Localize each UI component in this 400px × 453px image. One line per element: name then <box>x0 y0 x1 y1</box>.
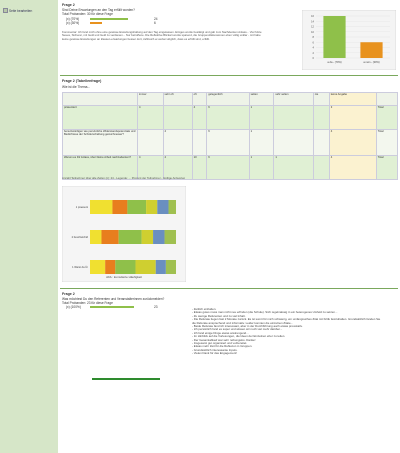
q2b-subtitle: Wie ist die Thema... <box>62 85 91 89</box>
cell <box>274 130 313 156</box>
cell: Total <box>376 106 397 130</box>
stacked-bar-chart <box>62 186 186 282</box>
cell: 1 <box>249 106 274 130</box>
stack-seg-2-1 <box>105 260 115 274</box>
bar-1 <box>360 42 382 58</box>
q2-comment: Kommentar: Ich fand mich ohne eine gewisse Erwartungshaltung auf den Tag eingelassen. Einiges wurde bestätigt und gab zum Nachdenken Anlass... Viel hörte Neues, Sicherer, mit Geld und Geld zu verdienen... Nur betroffene. Die Reflektive Blickart wurde sparend, die Gruppendiskussionen eben völlig unklar - mit habe keine gewisse Erwartungen an klassen-erwartungen besser dort, zahlreich er-wobei Höglich, dass es erfüllt sind, erfüllt. <box>62 30 262 41</box>
stack-seg-0-2 <box>127 200 146 214</box>
cell: 4 <box>163 130 192 156</box>
cell: benutzwürdigen wie persönliche Widerstandspotenziale und Bedürfnisse der Schülerschaftung gezeichnesser? <box>63 130 138 156</box>
q2-opt2-n: 6 <box>154 21 156 25</box>
edit-icon <box>3 8 8 13</box>
stacked-chart-xlabel: Abb.: kumulierte Häufigkeit <box>106 275 142 279</box>
y-tick-label: 2 <box>312 51 314 55</box>
th-2: sehr oft <box>163 93 192 106</box>
divider-2 <box>60 288 398 289</box>
table-row <box>63 130 398 156</box>
q3-response-bar <box>92 378 160 380</box>
q3-title: Frage 2 <box>62 292 75 296</box>
q2-opt2-bar <box>90 22 102 24</box>
y-tick-label: 14 <box>311 20 314 24</box>
th-4: gelegentlich <box>207 93 249 106</box>
q3-opt: (x) (100%) <box>66 305 81 309</box>
y-tick-label: 0 <box>312 57 314 60</box>
stack-seg-1-5 <box>165 230 176 244</box>
cell: Warum es Dir Anlass, über Deine Arbeit nachzudenken? <box>63 156 138 180</box>
cell: 6 <box>207 130 249 156</box>
cell: 3 <box>329 106 376 130</box>
category-label: 1 Warst da Ür <box>72 266 88 269</box>
cell: 1 <box>249 156 274 180</box>
th-5: selten <box>249 93 274 106</box>
y-tick-label: 12 <box>311 25 314 29</box>
cell: 10 <box>192 156 207 180</box>
q3-opt-n: 23 <box>154 305 158 309</box>
q3-opt-bar <box>90 306 134 308</box>
y-tick-label: 10 <box>311 30 314 34</box>
th-0 <box>63 93 138 106</box>
cell <box>163 106 192 130</box>
q3-question: Was möchtest Du den Referenten und Veranstalterinnen zurückmelden? <box>62 297 165 301</box>
y-tick-label: 4 <box>312 46 314 50</box>
cell: Total <box>376 156 397 180</box>
q2-bar-chart <box>302 10 396 70</box>
cell: 4 <box>138 106 164 130</box>
cell: präsentiert <box>63 106 138 130</box>
stack-seg-0-0 <box>90 200 112 214</box>
x-tick-label: a da - (70%) <box>327 61 342 64</box>
q2b-note: Anzahl Teilnehmer über alle Zeilen (n): 24 - Legende: ... Prozent der Teilnehmer - Gültige Antworten <box>62 176 186 180</box>
stack-seg-2-5 <box>166 260 176 274</box>
cell: Total <box>376 130 397 156</box>
q3-answers: - Zeitlich einhalten. - Etwas gutes muss man nicht neu erfinden (die Schule). Sich regelmässig in ein heterogenes Umfeld zu setzen... - Zu wenige Referenten und zu viel Inhalt. - Die Referate liegen fast 2 Monate zurück. Es ist somit für mich schwierig, ein umfangreiches Zitat mit Kritik festzuhalten. Grundsätzlich fanden Sie die Referate ansprechend und informativ. Leider konnten die einzelnen Zitate... - Beide Referate fand ich interessant, aber in der Durchführung auch etwas provokativ. - Ich persönlich fand es super und wissen wir noch viel mehr darüber... - Ich fand einige Dinge etwas anstrengend... - Im Hinblick auf die Vorlesungen, die Ideen der Einzelnen eher zu teilen. - Der Gesamtablauf war sehr reibungslos. Danke! - Insgesamt gut organisiert und vorbereitet. - Etwas mehr Zeit für die Reflexion in Gruppen. - Grundsätzlich interessante Inputs. - Vielen Dank für das Engagement! <box>192 307 381 356</box>
stack-seg-0-1 <box>112 200 127 214</box>
th-6: sehr selten <box>274 93 313 106</box>
cell <box>313 156 329 180</box>
stack-seg-1-0 <box>90 230 101 244</box>
q2-title: Frage 2 <box>62 3 75 7</box>
cell <box>313 106 329 130</box>
q2-opt2: (x) (30%) <box>66 21 80 25</box>
cell <box>138 130 164 156</box>
q2-opt1: (x) (70%) <box>66 17 80 21</box>
stack-seg-2-4 <box>156 260 166 274</box>
table-row <box>63 106 398 130</box>
bar-0 <box>323 16 345 58</box>
stack-seg-1-2 <box>119 230 142 244</box>
th-9 <box>376 93 397 106</box>
cell <box>192 130 207 156</box>
q2b-table <box>62 92 398 180</box>
sidebar <box>0 0 58 453</box>
edit-page-link[interactable] <box>3 8 32 13</box>
stack-seg-2-3 <box>136 260 156 274</box>
q2b-title: Frage 2 (Tabellenfrage) <box>62 79 102 83</box>
stack-seg-1-4 <box>153 230 164 244</box>
y-tick-label: 8 <box>312 36 314 39</box>
th-1: immer <box>138 93 164 106</box>
cell: 1 <box>249 130 274 156</box>
cell: 4 <box>163 156 192 180</box>
cell: 6 <box>207 156 249 180</box>
cell: 4 <box>329 156 376 180</box>
category-label: 2 beschwichtd <box>71 236 88 239</box>
cell: 4 <box>192 106 207 130</box>
edit-page-label[interactable]: Seite bearbeiten <box>9 8 33 13</box>
x-tick-label: a nein - (30%) <box>363 61 380 64</box>
cell: 4 <box>138 156 164 180</box>
cell: 1 <box>274 156 313 180</box>
q2-question: Sind Deine Erwartungen an den Tag erfüllt worden? <box>62 8 135 12</box>
cell: 6 <box>207 106 249 130</box>
divider-1 <box>60 75 398 76</box>
stack-seg-1-3 <box>142 230 153 244</box>
stack-seg-2-0 <box>90 260 105 274</box>
q2-opt1-n: 24 <box>154 17 158 21</box>
q3-total: Total Probanden: 23 für diese Frage <box>62 301 113 305</box>
stack-seg-0-5 <box>169 200 176 214</box>
stack-seg-1-1 <box>101 230 118 244</box>
th-7: nie <box>313 93 329 106</box>
stack-seg-0-3 <box>146 200 157 214</box>
th-8: keine Angabe <box>329 93 376 106</box>
y-tick-label: 6 <box>312 41 314 45</box>
cell <box>313 130 329 156</box>
th-3: oft <box>192 93 207 106</box>
main-content <box>58 0 400 453</box>
q2-opt1-bar <box>90 18 128 20</box>
cell: 4 <box>329 130 376 156</box>
stack-seg-2-2 <box>115 260 135 274</box>
y-tick-label: 16 <box>311 15 314 18</box>
category-label: 1 praesent <box>75 206 88 209</box>
q2-total: Total Probanden: 30 für diese Frage <box>62 12 113 16</box>
stack-seg-0-4 <box>157 200 168 214</box>
cell <box>274 106 313 130</box>
